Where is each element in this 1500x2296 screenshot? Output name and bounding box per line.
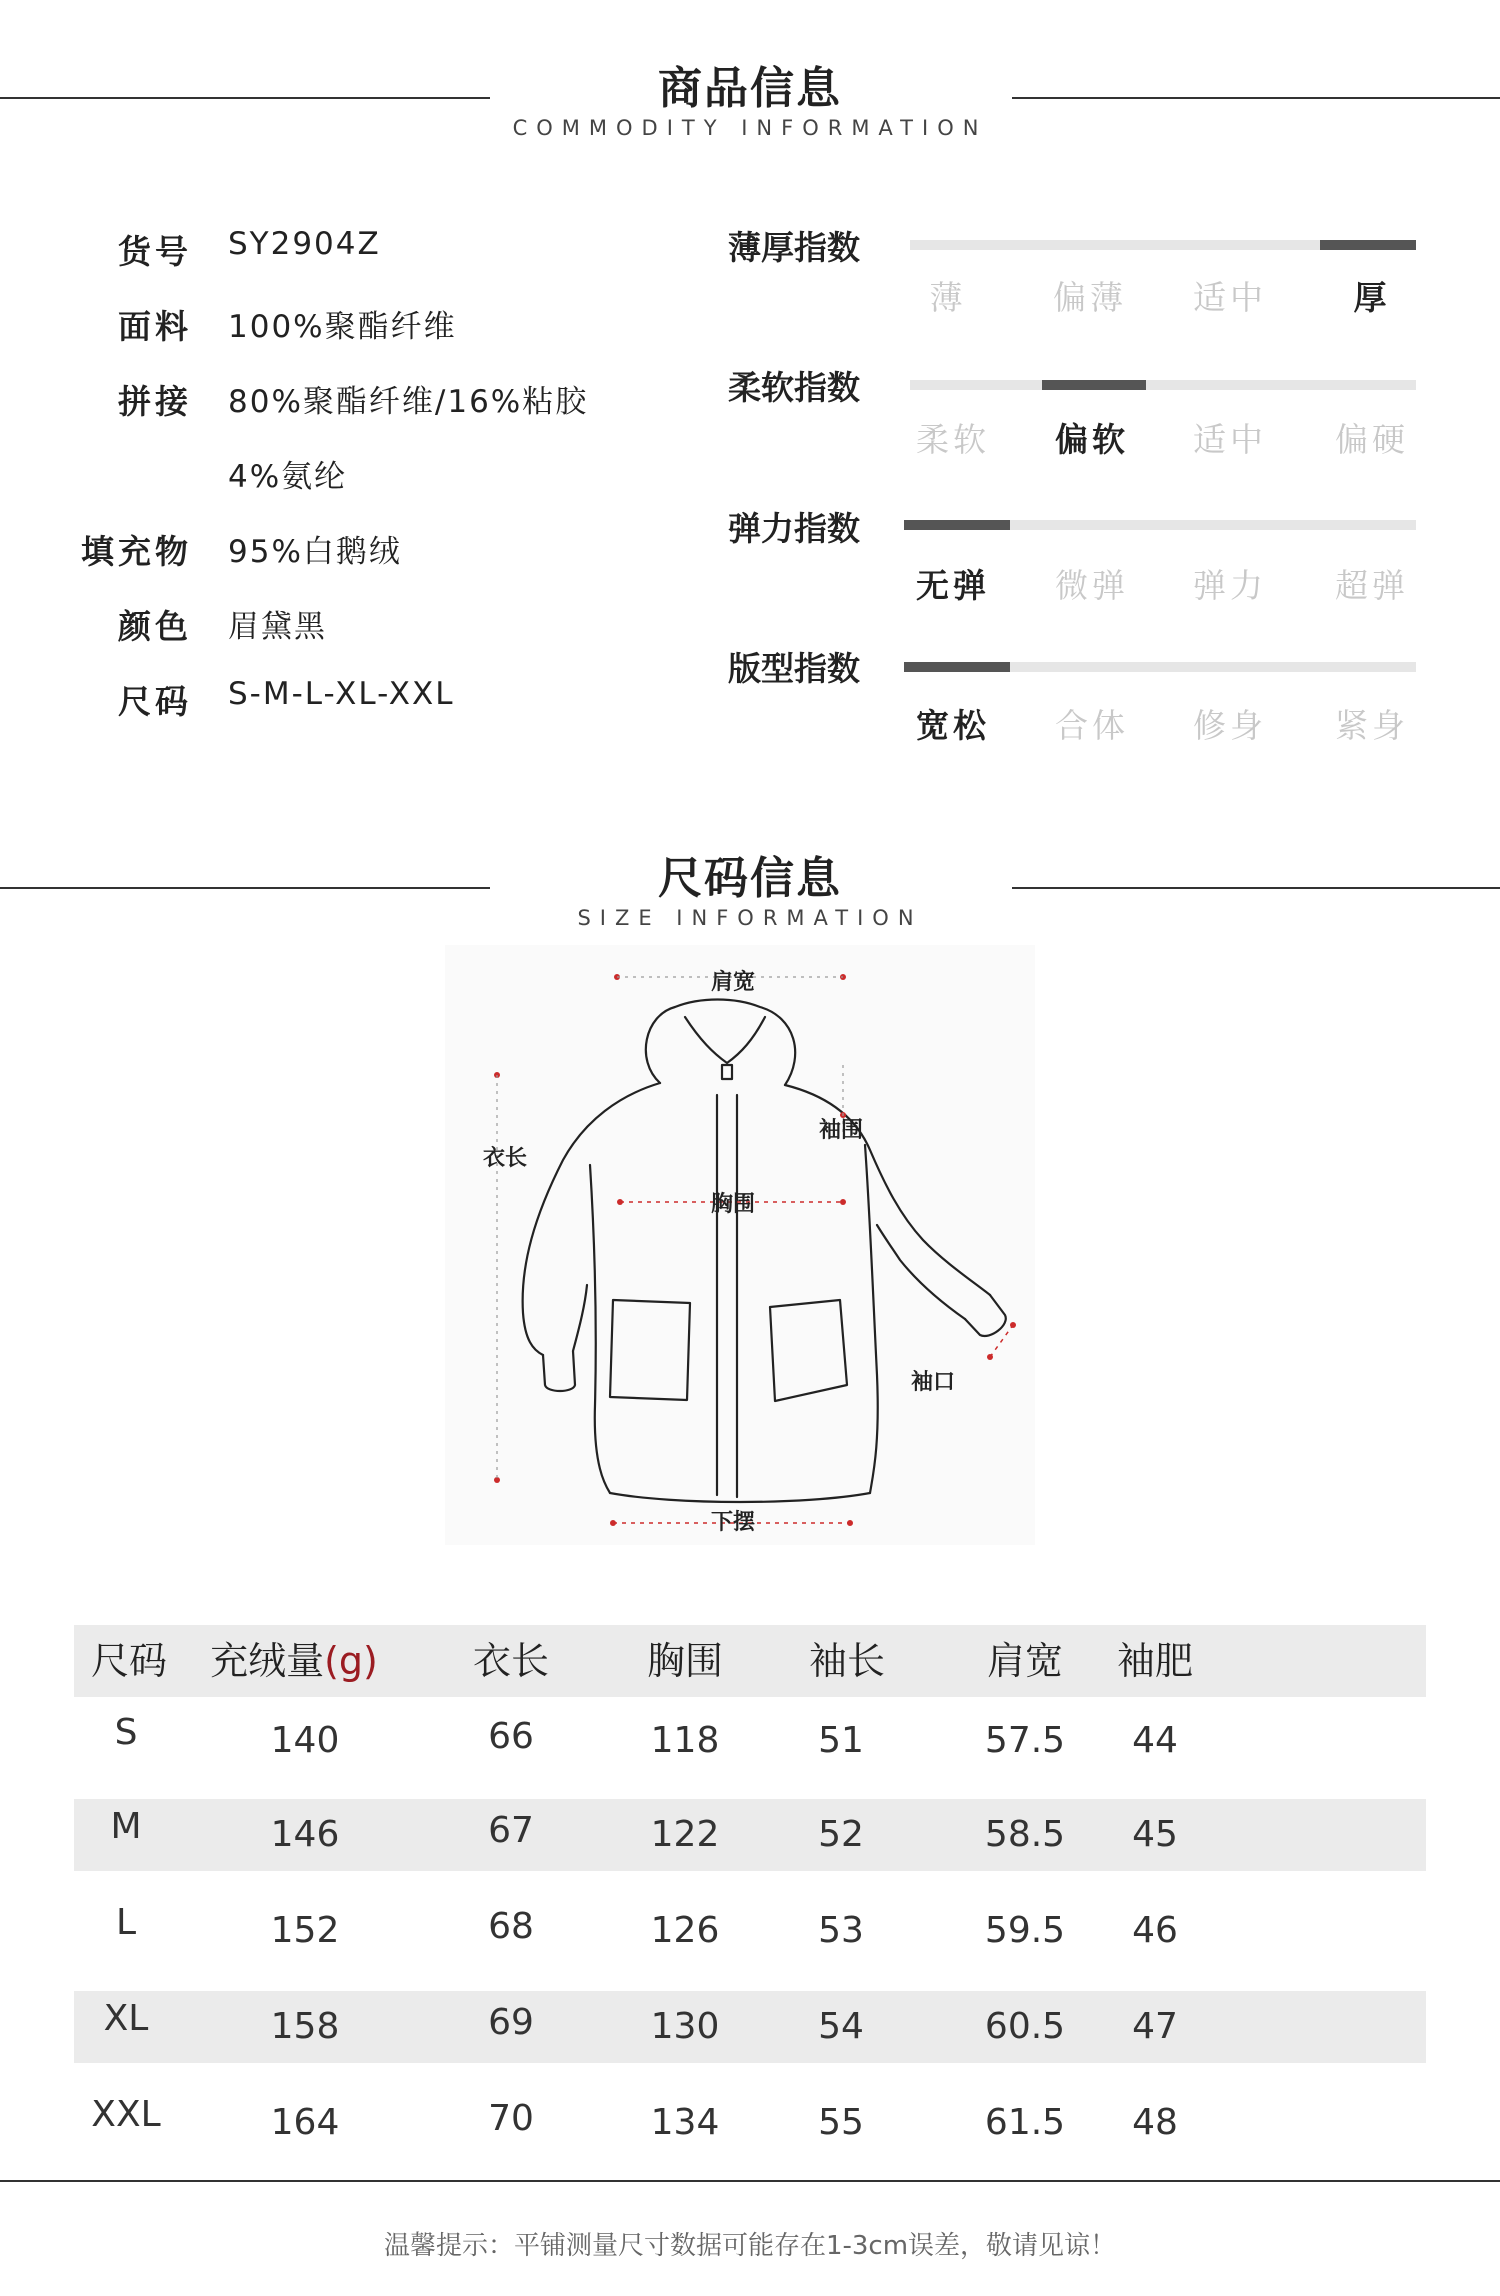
index-fill (1042, 380, 1146, 390)
header-cell: 衣长 (472, 1639, 549, 1683)
index-title-elasticity: 弹力指数 (728, 509, 860, 548)
table-row (74, 1799, 1426, 1871)
index-option: 偏薄 (1053, 278, 1127, 317)
index-track-fit (904, 662, 1416, 672)
index-fill (1320, 240, 1416, 250)
jacket-outline (445, 945, 1035, 1545)
table-cell: L (115, 1902, 137, 1943)
header-cell (194, 1625, 394, 1697)
index-option: 薄 (929, 278, 967, 317)
spec-value: 95%白鹅绒 (228, 534, 402, 570)
table-cell: 134 (650, 2102, 720, 2143)
spec-value: SY2904Z (228, 226, 381, 262)
size-title: 尺码信息 (658, 853, 842, 904)
label-length: 衣长 (483, 1146, 528, 1171)
index-fill (904, 662, 1010, 672)
table-cell: 126 (650, 1910, 720, 1951)
table-cell: 122 (650, 1814, 720, 1855)
table-cell: 53 (818, 1910, 864, 1951)
table-cell: 59.5 (984, 1910, 1066, 1951)
table-cell: M (110, 1806, 142, 1847)
spec-value: 4%氨纶 (228, 459, 348, 495)
table-cell: 45 (1132, 1814, 1178, 1855)
header-cell: 肩宽 (986, 1639, 1063, 1683)
index-option: 紧身 (1335, 706, 1409, 745)
table-cell: 55 (818, 2102, 864, 2143)
index-track-softness (910, 380, 1416, 390)
table-cell: S (114, 1712, 138, 1753)
jacket-measurement-diagram (445, 945, 1035, 1545)
index-option: 超弹 (1335, 566, 1409, 605)
index-option: 微弹 (1055, 566, 1129, 605)
table-cell: 130 (650, 2006, 720, 2047)
table-row (74, 1991, 1426, 2063)
commodity-header (0, 50, 1500, 150)
table-cell: 58.5 (984, 1814, 1066, 1855)
table-cell: 146 (270, 1814, 340, 1855)
header-cell: 胸围 (646, 1639, 723, 1683)
table-cell: 68 (488, 1906, 534, 1947)
table-cell: 140 (270, 1720, 340, 1761)
table-cell: 66 (488, 1716, 534, 1757)
table-row (74, 2087, 1426, 2159)
table-cell: 67 (488, 1810, 534, 1851)
header-cell-text: 充绒量 (210, 1639, 325, 1683)
commodity-title: 商品信息 (658, 63, 842, 114)
table-row (74, 1895, 1426, 1967)
spec-value: 100%聚酯纤维 (228, 309, 457, 345)
measurement-notice: 温馨提示：平铺测量尺寸数据可能存在1-3cm误差，敬请见谅！ (383, 2231, 1117, 2261)
table-cell: 61.5 (984, 2102, 1066, 2143)
index-track-elasticity (904, 520, 1416, 530)
table-cell: 164 (270, 2102, 340, 2143)
table-cell: 48 (1132, 2102, 1178, 2143)
table-cell: 118 (650, 1720, 720, 1761)
index-title-thickness: 薄厚指数 (728, 228, 860, 267)
label-hem: 下摆 (711, 1510, 756, 1535)
table-cell: 52 (818, 1814, 864, 1855)
index-option-selected: 偏软 (1055, 420, 1129, 459)
spec-label: 面料 (118, 307, 192, 346)
index-title-softness: 柔软指数 (728, 368, 860, 407)
header-cell: 袖长 (808, 1639, 885, 1683)
index-option-selected: 宽松 (916, 706, 990, 745)
index-option: 修身 (1193, 706, 1267, 745)
spec-value: 80%聚酯纤维/16%粘胶 (228, 384, 589, 420)
header-cell: 尺码 (90, 1639, 167, 1683)
header-cell: 袖肥 (1116, 1639, 1193, 1683)
index-option: 偏硬 (1335, 420, 1409, 459)
index-track-thickness (910, 240, 1416, 250)
index-option: 适中 (1193, 278, 1267, 317)
spec-value: S-M-L-XL-XXL (228, 676, 455, 712)
label-sleeve-girth: 袖围 (819, 1118, 864, 1143)
index-option-selected: 厚 (1353, 278, 1391, 317)
index-fill (904, 520, 1010, 530)
table-cell: XXL (91, 2094, 161, 2135)
index-title-fit: 版型指数 (728, 649, 860, 688)
table-cell: 57.5 (984, 1720, 1066, 1761)
commodity-subtitle: COMMODITY INFORMATION (512, 116, 988, 140)
table-cell: 54 (818, 2006, 864, 2047)
index-option: 弹力 (1193, 566, 1267, 605)
table-cell: 69 (488, 2002, 534, 2043)
table-cell: 46 (1132, 1910, 1178, 1951)
table-row (74, 1705, 1426, 1777)
spec-label: 颜色 (118, 607, 192, 646)
table-cell: 51 (818, 1720, 864, 1761)
table-cell: 158 (270, 2006, 340, 2047)
footer-divider (0, 2180, 1500, 2182)
table-cell: 44 (1132, 1720, 1178, 1761)
index-option: 柔软 (916, 420, 990, 459)
label-shoulder: 肩宽 (711, 970, 756, 995)
table-cell: 70 (488, 2098, 534, 2139)
label-chest: 胸围 (711, 1192, 756, 1217)
table-cell: XL (103, 1998, 149, 2039)
spec-label: 填充物 (81, 532, 192, 571)
spec-value: 眉黛黑 (228, 609, 327, 645)
spec-label: 尺码 (118, 682, 192, 721)
header-cell-unit: (g) (324, 1639, 378, 1683)
table-cell: 47 (1132, 2006, 1178, 2047)
size-header (0, 840, 1500, 940)
table-cell: 60.5 (984, 2006, 1066, 2047)
index-option-selected: 无弹 (916, 566, 990, 605)
index-option: 合体 (1055, 706, 1129, 745)
index-option: 适中 (1193, 420, 1267, 459)
spec-label: 货号 (118, 232, 192, 271)
size-subtitle: SIZE INFORMATION (577, 906, 923, 930)
table-cell: 152 (270, 1910, 340, 1951)
label-cuff: 袖口 (911, 1370, 956, 1395)
table-header (74, 1625, 1426, 1697)
spec-label: 拼接 (118, 382, 192, 421)
